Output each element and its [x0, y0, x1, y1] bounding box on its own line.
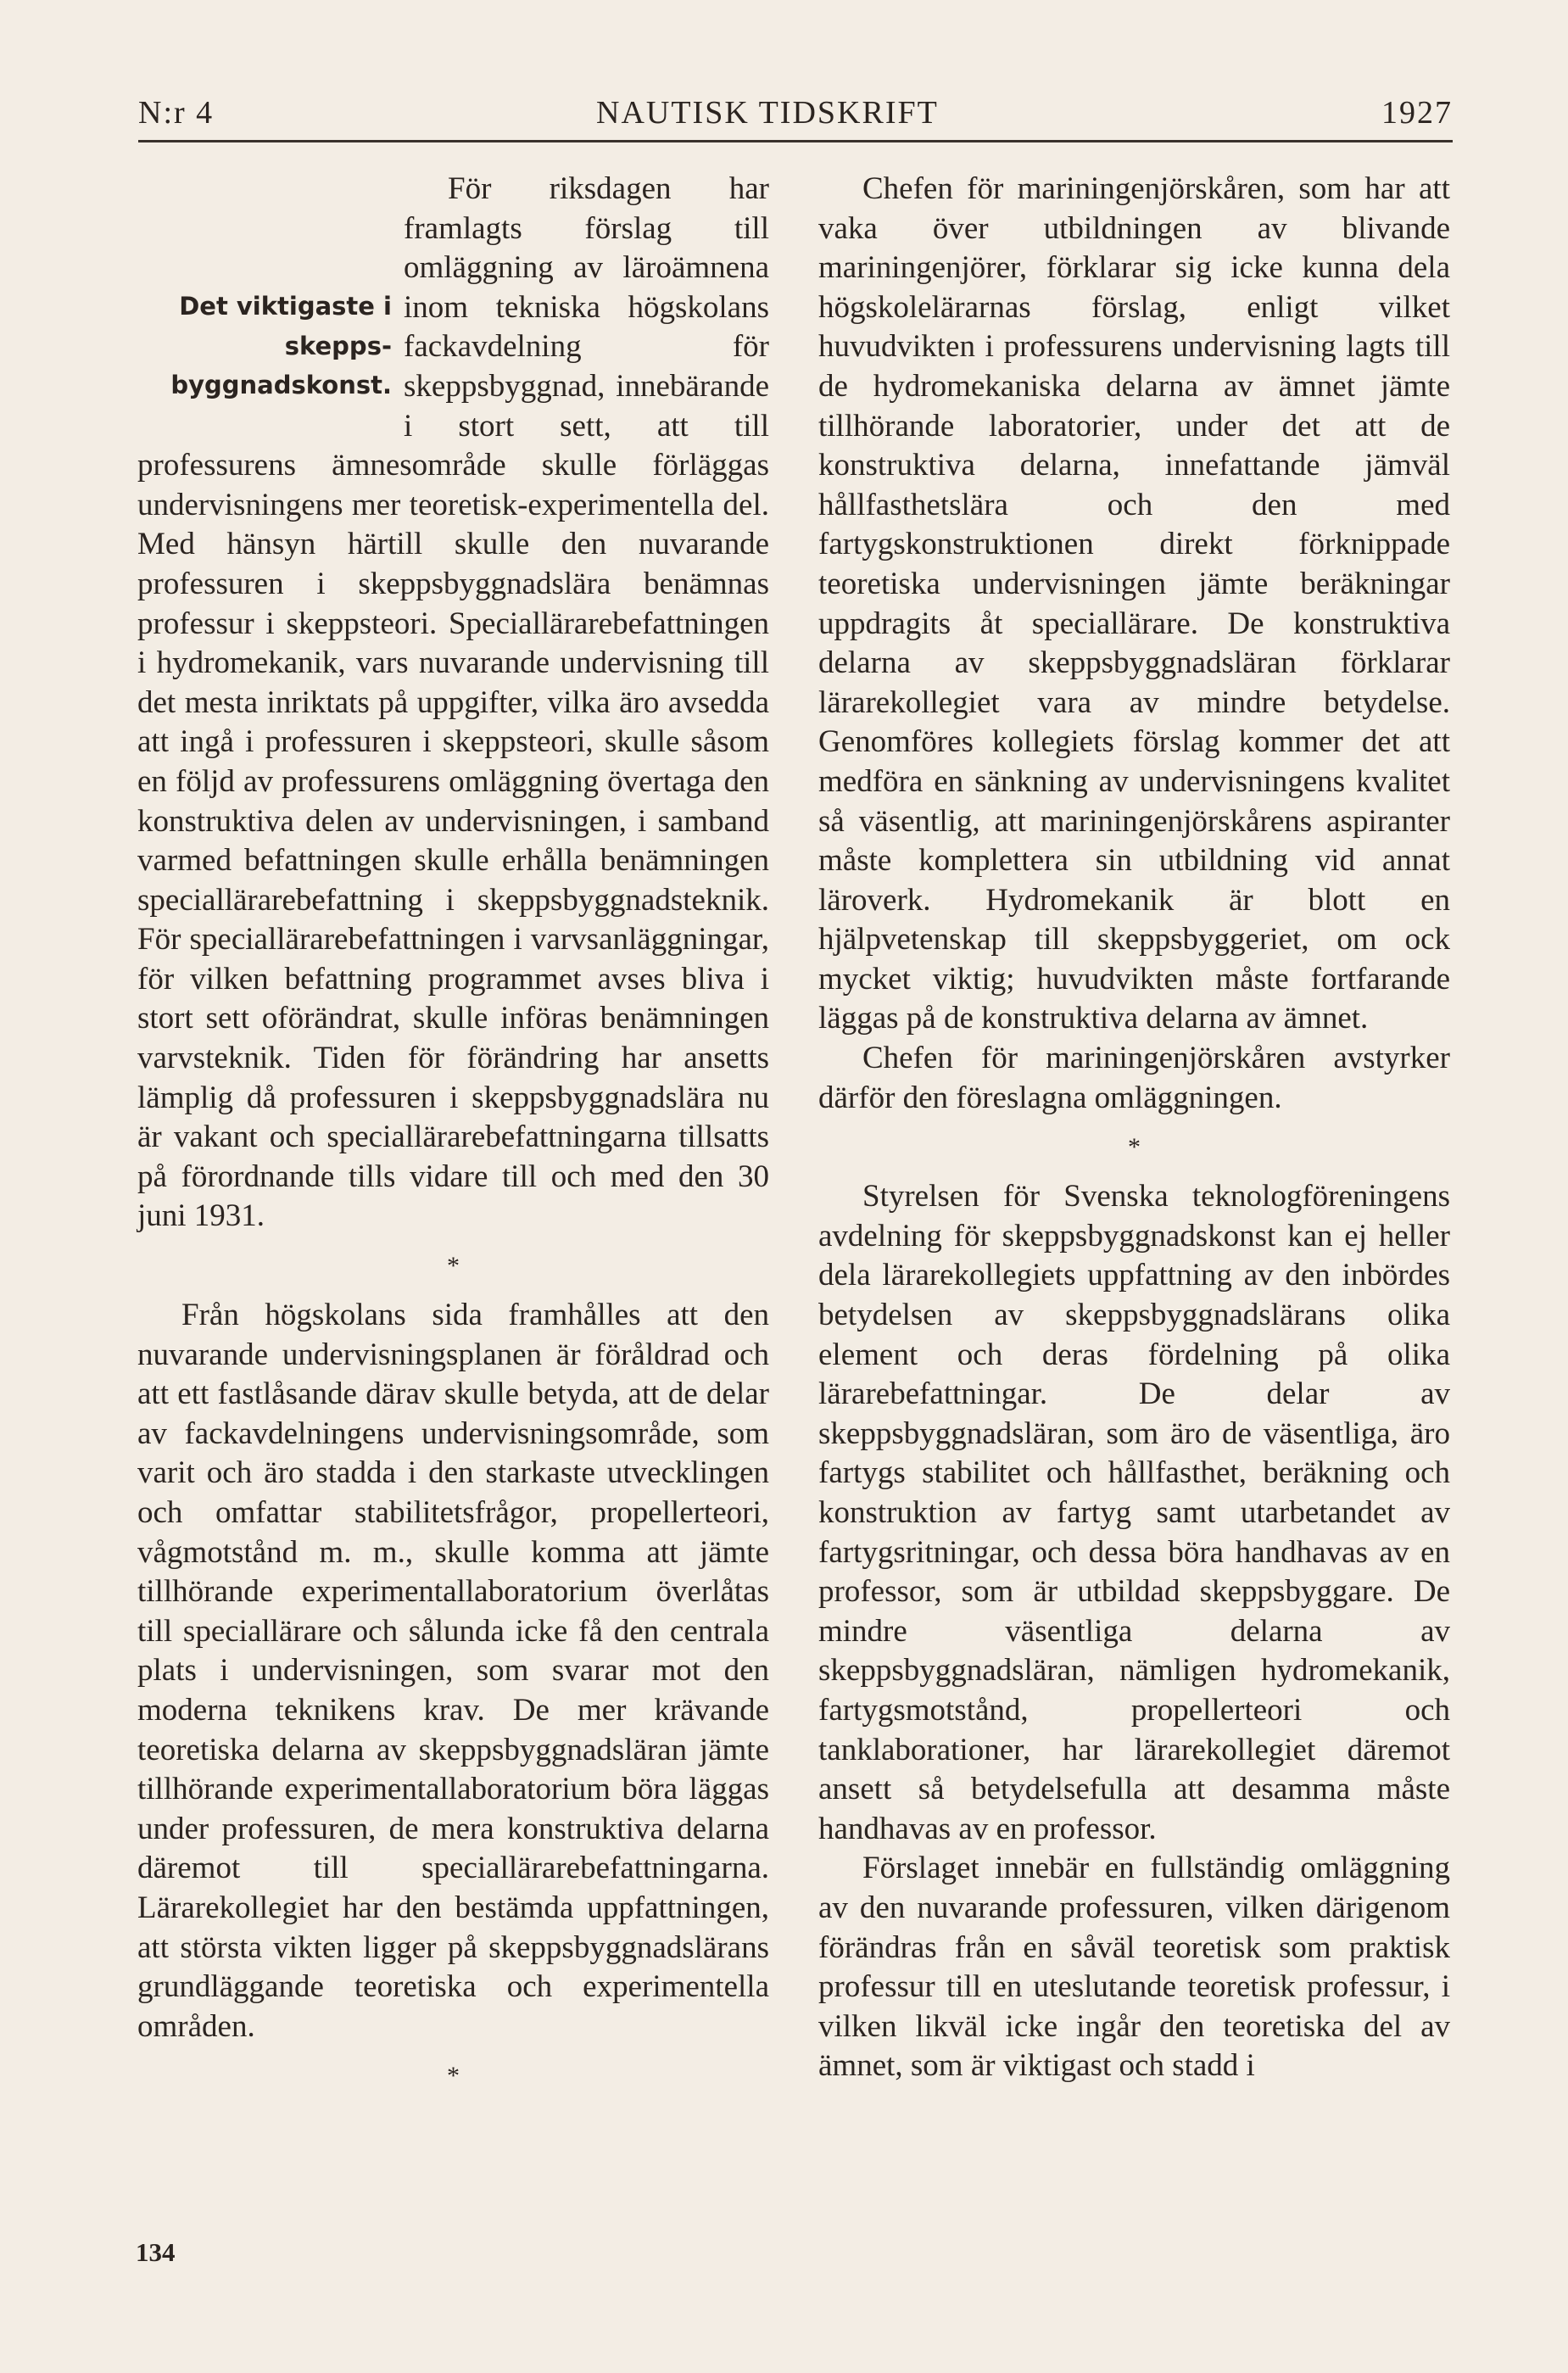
issue-number: N:r 4	[138, 95, 215, 131]
right-column	[818, 170, 1450, 2086]
paragraph-chefen: Chefen för mariningenjörskåren, som har att vaka över utbildningen av blivande mariningenjörer, förklarar sig icke kunna dela högskolelärarnas förslag, enligt vilket huvudvikten i professurens undervisning lagts till de hydromekaniska delarna av ämnet jämte tillhörande laboratorier, under det att de konstruktiva delarna, innefattande jämväl hållfasthetslära och den med fartygskonstruktionen direkt förknippade teoretiska undervisningen jämte beräkningar uppdragits åt speciallärare. De konstruktiva delarna av skeppsbyggnadsläran förklarar lärarekollegiet vara av mindre betydelse. Genomföres kollegiets förslag kommer det att medföra en sänkning av undervisningens kvalitet så väsentlig, att mariningenjörskårens aspiranter måste komplettera sin utbildning vid annat läroverk. Hydromekanik är blott en hjälpvetenskap till skeppsbyggeriet, om ock mycket viktig; huvudvikten måste fortfarande läggas på de konstruktiva delarna av ämnet.	[818, 171, 1450, 1036]
year: 1927	[1381, 95, 1453, 131]
side-heading-line: skepps-	[284, 331, 392, 360]
side-heading	[137, 287, 392, 405]
paragraph-styrelsen: Styrelsen för Svenska teknologföreningens avdelning för skeppsbyggnadskonst kan ej heller dela lärarekollegiets uppfattning av den inbördes betydelsen av skeppsbyggnadslärans olika element och deras fördelning på olika lärarebefattningar. De delar av skeppsbyggnadsläran, som äro de väsentliga, äro fartygs stabilitet och hållfasthet, beräkning och konstruktion av fartyg samt utarbetandet av fartygsritningar, och dessa böra handhavas av en professor, som är utbildad skeppsbyggare. De mindre väsentliga delarna av skeppsbyggnadsläran, nämligen hydromekanik, fartygsmotstånd, propellerteori och tanklaborationer, har lärarekollegiet däremot ansett så betydelsefulla att desamma måste handhavas av en professor.	[818, 1179, 1450, 1846]
section-separator: *	[1128, 1133, 1141, 1162]
side-heading-line: byggnadskonst.	[170, 371, 392, 400]
section-separator: *	[447, 2062, 460, 2091]
side-heading-line: Det viktigaste i	[179, 292, 392, 321]
left-column	[137, 170, 769, 2106]
paragraph-riksdagen: För riksdagen har framlagts förslag till omläggning av läroämnena inom tekniska högskolans fackavdelning för skeppsbyggnad, innebärande i stort sett, att till professurens ämnesområde skulle förläggas undervisningens mer teoretisk-experimentella del. Med hänsyn härtill skulle den nuvarande professuren i skeppsbyggnadslära benämnas professur i skeppsteori. Speciallärarebefattningen i hydromekanik, vars nuvarande undervisning till det mesta inriktats på uppgifter, vilka äro avsedda att ingå i professuren i skeppsteori, skulle såsom en följd av professurens omläggning övertaga den konstruktiva delen av undervisningen, i samband varmed befattningen skulle erhålla benämningen speciallärarebefattning i skeppsbyggnadsteknik. För speciallärarebefattningen i varvsanläggningar, för vilken befattning programmet avses bliva i stort sett oförändrat, skulle införas benämningen varvsteknik. Tiden för förändring har ansetts lämplig då professuren i skeppsbyggnadslära nu är vakant och speciallärarebefattningarna tillsatts på förordnande tills vidare till och med den 30 juni 1931.	[137, 171, 769, 1234]
paragraph-hogskolan: Från högskolans sida framhålles att den nuvarande undervisningsplanen är föråldrad och att ett fastlåsande därav skulle betyda, att de delar av fackavdelningens undervisningsområde, som varit och äro stadda i den starkaste utvecklingen och omfattar stabilitetsfrågor, propellerteori, vågmotstånd m. m., skulle komma att jämte tillhörande experimentallaboratorium överlåtas till speciallärare och sålunda icke få den centrala plats i undervisningen, som svarar mot den moderna teknikens krav. De mer krävande teoretiska delarna av skeppsbyggnadsläran jämte tillhörande experimentallaboratorium böra läggas under professuren, de mera konstruktiva delarna däremot till speciallärarebefattningarna. Lärarekollegiet har den bestämda uppfattningen, att största vikten ligger på skeppsbyggnadslärans grundläggande teoretiska och experimentella områden.	[137, 1298, 769, 2044]
paragraph-forslaget: Förslaget innebär en fullständig omläggning av den nuvarande professuren, vilken därigenom förändras från en såväl teoretisk som praktisk professur till en uteslutande teoretisk professur, i vilken likväl icke ingår den teoretiska del av ämnet, som är viktigast och stadd i	[818, 1851, 1450, 2084]
running-header	[138, 89, 1453, 142]
page-number: 134	[136, 2237, 176, 2267]
paragraph-chefen-avstyrker: Chefen för mariningenjörskåren avstyrker därför den föreslagna omläggningen.	[818, 1041, 1450, 1115]
journal-title: NAUTISK TIDSKRIFT	[596, 95, 939, 131]
section-separator: *	[447, 1252, 460, 1281]
